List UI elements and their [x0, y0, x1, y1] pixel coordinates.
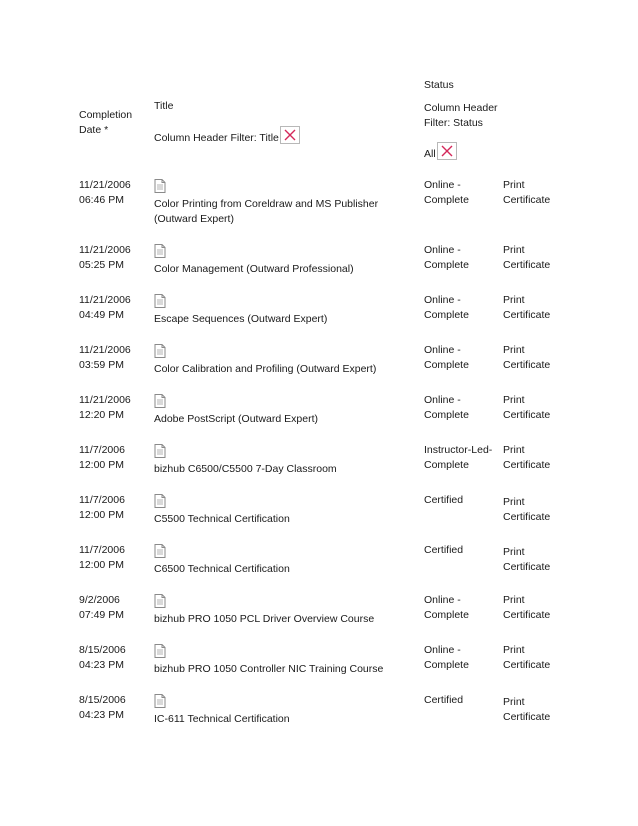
course-title[interactable]: C6500 Technical Certification: [154, 563, 290, 575]
completion-date: 11/21/2006 06:46 PM: [79, 179, 131, 206]
course-title[interactable]: bizhub PRO 1050 Controller NIC Training Course: [154, 663, 384, 675]
print-certificate-link[interactable]: Print Certificate: [503, 244, 551, 271]
table-row: [0, 543, 638, 593]
print-certificate-link[interactable]: Print Certificate: [503, 644, 551, 671]
print-certificate-link[interactable]: Print Certificate: [503, 444, 551, 471]
course-title[interactable]: bizhub PRO 1050 PCL Driver Overview Course: [154, 613, 375, 625]
print-certificate-link[interactable]: Print Certificate: [503, 294, 551, 321]
course-title[interactable]: Adobe PostScript (Outward Expert): [154, 413, 318, 425]
table-row: [0, 393, 638, 443]
table-row: [0, 243, 638, 293]
course-title[interactable]: Color Calibration and Profiling (Outward Expert): [154, 363, 377, 375]
completion-date: 8/15/2006 04:23 PM: [79, 694, 126, 721]
print-certificate-link[interactable]: Print Certificate: [503, 344, 551, 371]
print-certificate-link[interactable]: Print Certificate: [503, 594, 551, 621]
table-row: [0, 443, 638, 493]
table-row: [0, 178, 638, 228]
course-title[interactable]: C5500 Technical Certification: [154, 513, 290, 525]
completion-date: 11/7/2006 12:00 PM: [79, 444, 125, 471]
document-icon[interactable]: [154, 644, 166, 661]
completion-date: 11/21/2006 04:49 PM: [79, 294, 131, 321]
completion-date: 8/15/2006 04:23 PM: [79, 644, 126, 671]
status-value: Online - Complete: [424, 344, 469, 371]
status-filter-label: Column Header Filter: Status: [424, 102, 498, 129]
column-header-completion-date[interactable]: Completion Date *: [79, 109, 133, 136]
document-icon[interactable]: [154, 179, 166, 196]
title-filter[interactable]: [154, 126, 300, 144]
completion-date: 11/7/2006 12:00 PM: [79, 494, 125, 521]
column-header-title[interactable]: Title: [154, 100, 174, 112]
completion-date: 11/21/2006 05:25 PM: [79, 244, 131, 271]
completion-date: 11/21/2006 03:59 PM: [79, 344, 131, 371]
table-row: [0, 343, 638, 393]
course-title[interactable]: Color Printing from Coreldraw and MS Publisher (Outward Expert): [154, 198, 379, 225]
course-title[interactable]: IC-611 Technical Certification: [154, 713, 290, 725]
document-icon[interactable]: [154, 394, 166, 411]
status-value: Online - Complete: [424, 394, 469, 421]
completion-date: 11/7/2006 12:00 PM: [79, 544, 125, 571]
status-value: Certified: [424, 694, 464, 706]
status-value: Online - Complete: [424, 179, 469, 206]
document-icon[interactable]: [154, 694, 166, 711]
status-value: Online - Complete: [424, 294, 469, 321]
table-row: [0, 293, 638, 343]
table-row: [0, 593, 638, 643]
status-filter[interactable]: [424, 142, 457, 160]
completion-date: 9/2/2006 07:49 PM: [79, 594, 124, 621]
completion-date: 11/21/2006 12:20 PM: [79, 394, 131, 421]
print-certificate-link[interactable]: Print Certificate: [503, 546, 551, 573]
course-title[interactable]: Color Management (Outward Professional): [154, 263, 354, 275]
course-title[interactable]: bizhub C6500/C5500 7-Day Classroom: [154, 463, 337, 475]
status-value: Instructor-Led- Complete: [424, 444, 493, 471]
title-filter-label: Column Header Filter: Title: [154, 132, 279, 144]
status-value: Online - Complete: [424, 594, 469, 621]
status-filter-value: All: [424, 148, 436, 160]
status-value: Certified: [424, 494, 464, 506]
table-row: [0, 643, 638, 693]
course-title[interactable]: Escape Sequences (Outward Expert): [154, 313, 328, 325]
document-icon[interactable]: [154, 244, 166, 261]
print-certificate-link[interactable]: Print Certificate: [503, 179, 551, 206]
print-certificate-link[interactable]: Print Certificate: [503, 696, 551, 723]
table-row: [0, 493, 638, 543]
status-value: Certified: [424, 544, 464, 556]
broken-image-icon[interactable]: [437, 142, 457, 160]
document-icon[interactable]: [154, 594, 166, 611]
document-icon[interactable]: [154, 344, 166, 361]
status-value: Online - Complete: [424, 644, 469, 671]
table-row: [0, 693, 638, 743]
document-icon[interactable]: [154, 494, 166, 511]
print-certificate-link[interactable]: Print Certificate: [503, 496, 551, 523]
broken-image-icon[interactable]: [280, 126, 300, 144]
print-certificate-link[interactable]: Print Certificate: [503, 394, 551, 421]
column-header-status[interactable]: Status: [424, 79, 454, 91]
document-icon[interactable]: [154, 444, 166, 461]
document-icon[interactable]: [154, 294, 166, 311]
document-icon[interactable]: [154, 544, 166, 561]
status-value: Online - Complete: [424, 244, 469, 271]
